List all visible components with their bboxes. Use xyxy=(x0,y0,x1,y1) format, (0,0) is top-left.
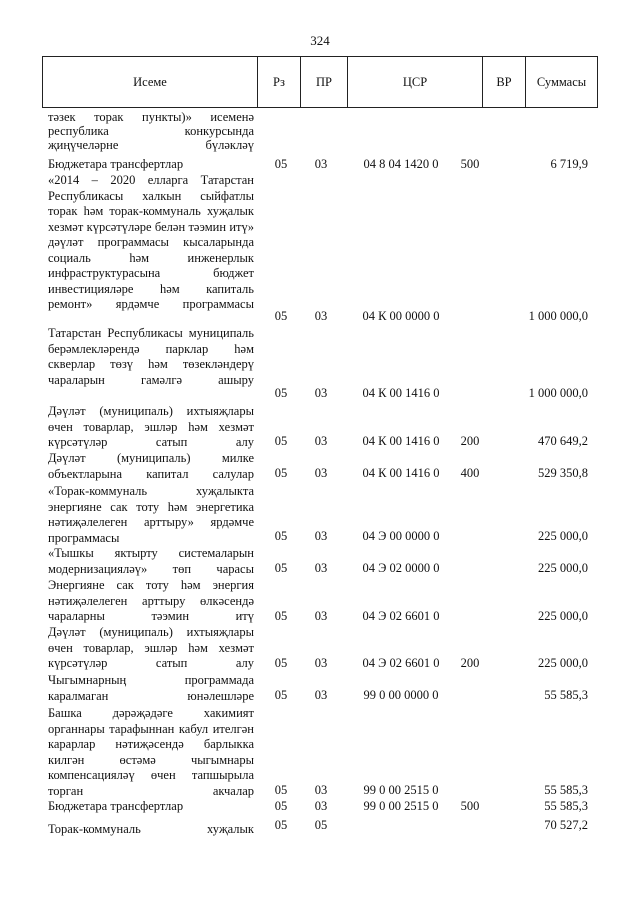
row-rz: 05 xyxy=(274,688,288,702)
row-pr: 03 xyxy=(314,386,328,400)
row-csr: 04 К 00 0000 0 xyxy=(362,309,440,323)
table-header xyxy=(42,56,598,108)
row-name: Бюджетара трансфертлар xyxy=(48,799,184,813)
row-pr: 03 xyxy=(314,434,328,448)
row-pr: 03 xyxy=(314,529,328,543)
row-sum: 55 585,3 xyxy=(544,799,588,813)
row-csr: 04 8 04 1420 0 xyxy=(363,157,439,171)
row-pr: 03 xyxy=(314,561,328,575)
row-name: Дәүләт (муниципаль) ихтыяҗлары өчен товарлар, эшләр һәм хезмәт күрсәтүләр сатып алу xyxy=(48,625,254,670)
row-vr: 500 xyxy=(460,799,480,813)
row-rz: 05 xyxy=(274,386,288,400)
row-csr: 99 0 00 2515 0 xyxy=(363,783,439,797)
row-csr: 04 Э 02 6601 0 xyxy=(362,609,440,623)
header-rz: Рз xyxy=(258,57,301,107)
row-rz: 05 xyxy=(274,434,288,448)
row-csr: 04 К 00 1416 0 xyxy=(362,434,440,448)
row-pr: 03 xyxy=(314,609,328,623)
row-csr: 04 Э 02 0000 0 xyxy=(362,561,440,575)
row-sum: 225 000,0 xyxy=(538,561,588,575)
row-pr: 03 xyxy=(314,783,328,797)
row-name: Башка дәрәҗәдәге хакимият органнары тарафыннан кабул ителгән карарлар нәтиҗәсендә барлыкка килгән өстәмә чыгымнары компенсацияләү өчен тапшырыла торган акчалар xyxy=(48,706,254,798)
row-rz: 05 xyxy=(274,783,288,797)
row-name: «Тышкы яктырту системаларын модернизацияләү» төп чарасы xyxy=(48,546,254,576)
row-vr: 200 xyxy=(460,656,480,670)
row-pr: 03 xyxy=(314,799,328,813)
header-pr: ПР xyxy=(301,57,348,107)
row-csr: 99 0 00 2515 0 xyxy=(363,799,439,813)
row-sum: 225 000,0 xyxy=(538,656,588,670)
row-name: тәзек торак пункты)» исеменә республика конкурсында җиңүчеләрне бүләкләү xyxy=(48,110,254,152)
row-sum: 55 585,3 xyxy=(544,783,588,797)
row-csr: 04 К 00 1416 0 xyxy=(362,386,440,400)
row-sum: 1 000 000,0 xyxy=(528,309,588,323)
page-number: 324 xyxy=(310,33,330,48)
row-name: Чыгымнарның программада каралмаган юнәлешләре xyxy=(48,673,254,703)
row-rz: 05 xyxy=(274,561,288,575)
row-sum: 529 350,8 xyxy=(538,466,588,480)
row-pr: 05 xyxy=(314,818,328,832)
row-rz: 05 xyxy=(274,818,288,832)
row-pr: 03 xyxy=(314,157,328,171)
row-vr: 400 xyxy=(460,466,480,480)
row-name: Дәүләт (муниципаль) милке объектларына капитал салулар xyxy=(48,451,254,481)
row-sum: 55 585,3 xyxy=(544,688,588,702)
row-pr: 03 xyxy=(314,688,328,702)
row-sum: 1 000 000,0 xyxy=(528,386,588,400)
row-name: Татарстан Республикасы муниципаль берәмлекләрендә парклар һәм скверлар төзү һәм төзекләндерү чараларын гамәлгә ашыру xyxy=(48,326,254,387)
row-sum: 225 000,0 xyxy=(538,529,588,543)
header-sum: Суммасы xyxy=(536,74,587,89)
row-rz: 05 xyxy=(274,529,288,543)
row-rz: 05 xyxy=(274,309,288,323)
row-pr: 03 xyxy=(314,466,328,480)
row-csr: 04 Э 00 0000 0 xyxy=(362,529,440,543)
row-vr: 200 xyxy=(460,434,480,448)
row-name: Бюджетара трансфертлар xyxy=(48,157,184,171)
row-rz: 05 xyxy=(274,466,288,480)
row-rz: 05 xyxy=(274,609,288,623)
row-rz: 05 xyxy=(274,799,288,813)
row-pr: 03 xyxy=(314,656,328,670)
row-sum: 6 719,9 xyxy=(550,157,588,171)
row-csr: 99 0 00 0000 0 xyxy=(363,688,439,702)
row-name: «2014 – 2020 елларга Татарстан Республикасы халкын сыйфатлы торак һәм торак-коммуналь хуҗалык хезмәт күрсәтүләре белән тәэмин итү» дәүләт программасы кысаларында социаль һәм инженерлык инфраструктурасына бюджет инвестицияләре һәм капиталь ремонт» ярдәмче программасы xyxy=(48,173,254,311)
row-vr: 500 xyxy=(460,157,480,171)
row-rz: 05 xyxy=(274,157,288,171)
header-csr: ЦСР xyxy=(348,57,483,107)
row-name: «Торак-коммуналь хуҗалыкта энергияне сак тоту һәм энергетика нәтиҗәлелеген арттыру» ярдәмче программасы xyxy=(48,484,254,545)
row-sum: 70 527,2 xyxy=(544,818,588,832)
row-name: Энергияне сак тоту һәм энергия нәтиҗәлелеген арттыру өлкәсендә чараларны тәэмин итү xyxy=(48,578,254,623)
row-csr: 04 Э 02 6601 0 xyxy=(362,656,440,670)
row-sum: 470 649,2 xyxy=(538,434,588,448)
row-pr: 03 xyxy=(314,309,328,323)
header-name: Исеме xyxy=(43,57,258,107)
row-rz: 05 xyxy=(274,656,288,670)
row-name: Торак-коммуналь хуҗалык xyxy=(48,822,254,836)
row-name: Дәүләт (муниципаль) ихтыяҗлары өчен товарлар, эшләр һәм хезмәт күрсәтүләр сатып алу xyxy=(48,404,254,449)
row-csr: 04 К 00 1416 0 xyxy=(362,466,440,480)
row-sum: 225 000,0 xyxy=(538,609,588,623)
header-vr: ВР xyxy=(483,57,526,107)
